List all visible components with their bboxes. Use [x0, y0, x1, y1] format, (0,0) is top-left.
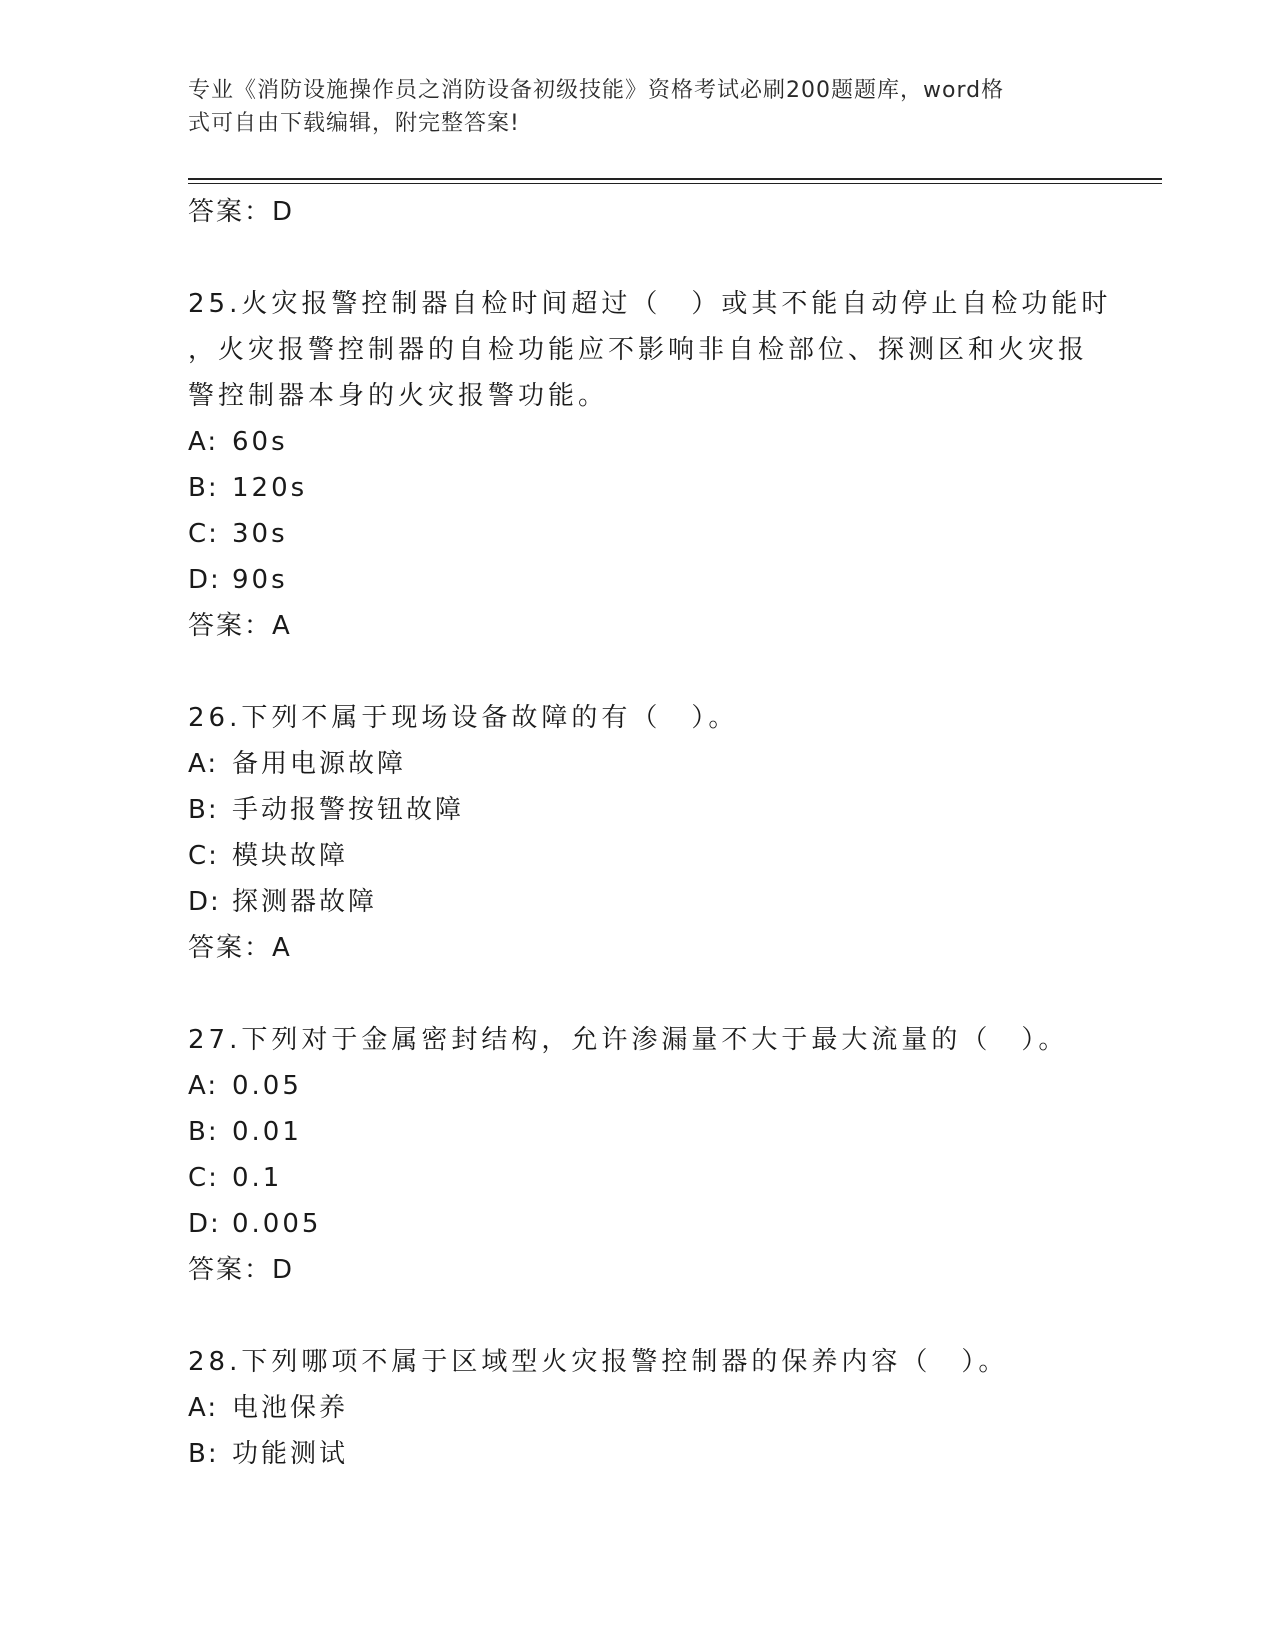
- question-27: [188, 1017, 1088, 1293]
- option-b: [188, 787, 1088, 833]
- header-line-1: 专业《消防设施操作员之消防设备初级技能》资格考试必刷200题题库，word格: [188, 78, 1005, 103]
- header-rule-thin: [188, 183, 1162, 184]
- option-a: [188, 741, 1088, 787]
- option-key: A:: [188, 1071, 219, 1101]
- option-a: [188, 419, 1088, 465]
- spacer: [188, 1293, 1088, 1339]
- question-stem-line: 28.下列哪项不属于区域型火灾报警控制器的保养内容（ ）。: [188, 1347, 1009, 1377]
- answer-line: 答案：A: [188, 611, 292, 641]
- option-key: D:: [188, 887, 221, 917]
- question-stem-line: 26.下列不属于现场设备故障的有（ ）。: [188, 703, 739, 733]
- option-text: 手动报警按钮故障: [232, 795, 465, 825]
- option-key: A:: [188, 1393, 219, 1423]
- option-text: 0.1: [232, 1163, 283, 1193]
- option-c: [188, 1155, 1088, 1201]
- answer-line: 答案：D: [188, 1255, 295, 1285]
- question-25: [188, 281, 1112, 649]
- option-text: 90s: [232, 565, 288, 595]
- option-text: 0.01: [232, 1117, 302, 1147]
- option-b: [188, 1109, 1088, 1155]
- option-key: C:: [188, 841, 219, 871]
- spacer: [188, 235, 1088, 281]
- question-stem-line: ，火灾报警控制器的自检功能应不影响非自检部位、探测区和火灾报: [188, 335, 1089, 365]
- option-text: 60s: [232, 427, 288, 457]
- option-text: 0.05: [232, 1071, 302, 1101]
- spacer: [188, 971, 1088, 1017]
- question-28: [188, 1339, 1088, 1477]
- spacer: [188, 649, 1088, 695]
- option-a: [188, 1385, 1088, 1431]
- answer-line: 答案：A: [188, 933, 292, 963]
- option-key: C:: [188, 1163, 219, 1193]
- option-key: B:: [188, 473, 219, 503]
- header-line-2: 式可自由下载编辑，附完整答案!: [188, 111, 520, 136]
- option-text: 功能测试: [232, 1439, 349, 1469]
- question-26: [188, 695, 1088, 971]
- option-text: 120s: [232, 473, 308, 503]
- option-key: A:: [188, 749, 219, 779]
- option-text: 探测器故障: [232, 887, 378, 917]
- option-b: [188, 1431, 1088, 1477]
- header-rule-thick: [188, 178, 1162, 180]
- option-a: [188, 1063, 1088, 1109]
- option-key: B:: [188, 1117, 219, 1147]
- question-list: [188, 189, 1112, 1477]
- option-text: 30s: [232, 519, 288, 549]
- option-d: [188, 1201, 1088, 1247]
- option-text: 备用电源故障: [232, 749, 407, 779]
- option-text: 模块故障: [232, 841, 349, 871]
- option-key: B:: [188, 1439, 219, 1469]
- option-key: D:: [188, 1209, 221, 1239]
- option-key: B:: [188, 795, 219, 825]
- question-stem-line: 25.火灾报警控制器自检时间超过（ ）或其不能自动停止自检功能时: [188, 289, 1112, 319]
- option-d: [188, 879, 1088, 925]
- option-c: [188, 833, 1088, 879]
- question-stem-line: 27.下列对于金属密封结构，允许渗漏量不大于最大流量的（ ）。: [188, 1025, 1069, 1055]
- option-d: [188, 557, 1088, 603]
- option-c: [188, 511, 1088, 557]
- previous-answer: 答案：D: [188, 197, 295, 227]
- option-key: D:: [188, 565, 221, 595]
- page-header: [188, 74, 1088, 140]
- option-b: [188, 465, 1088, 511]
- option-text: 电池保养: [232, 1393, 349, 1423]
- option-key: C:: [188, 519, 219, 549]
- option-text: 0.005: [232, 1209, 322, 1239]
- question-stem-line: 警控制器本身的火灾报警功能。: [188, 381, 609, 411]
- option-key: A:: [188, 427, 219, 457]
